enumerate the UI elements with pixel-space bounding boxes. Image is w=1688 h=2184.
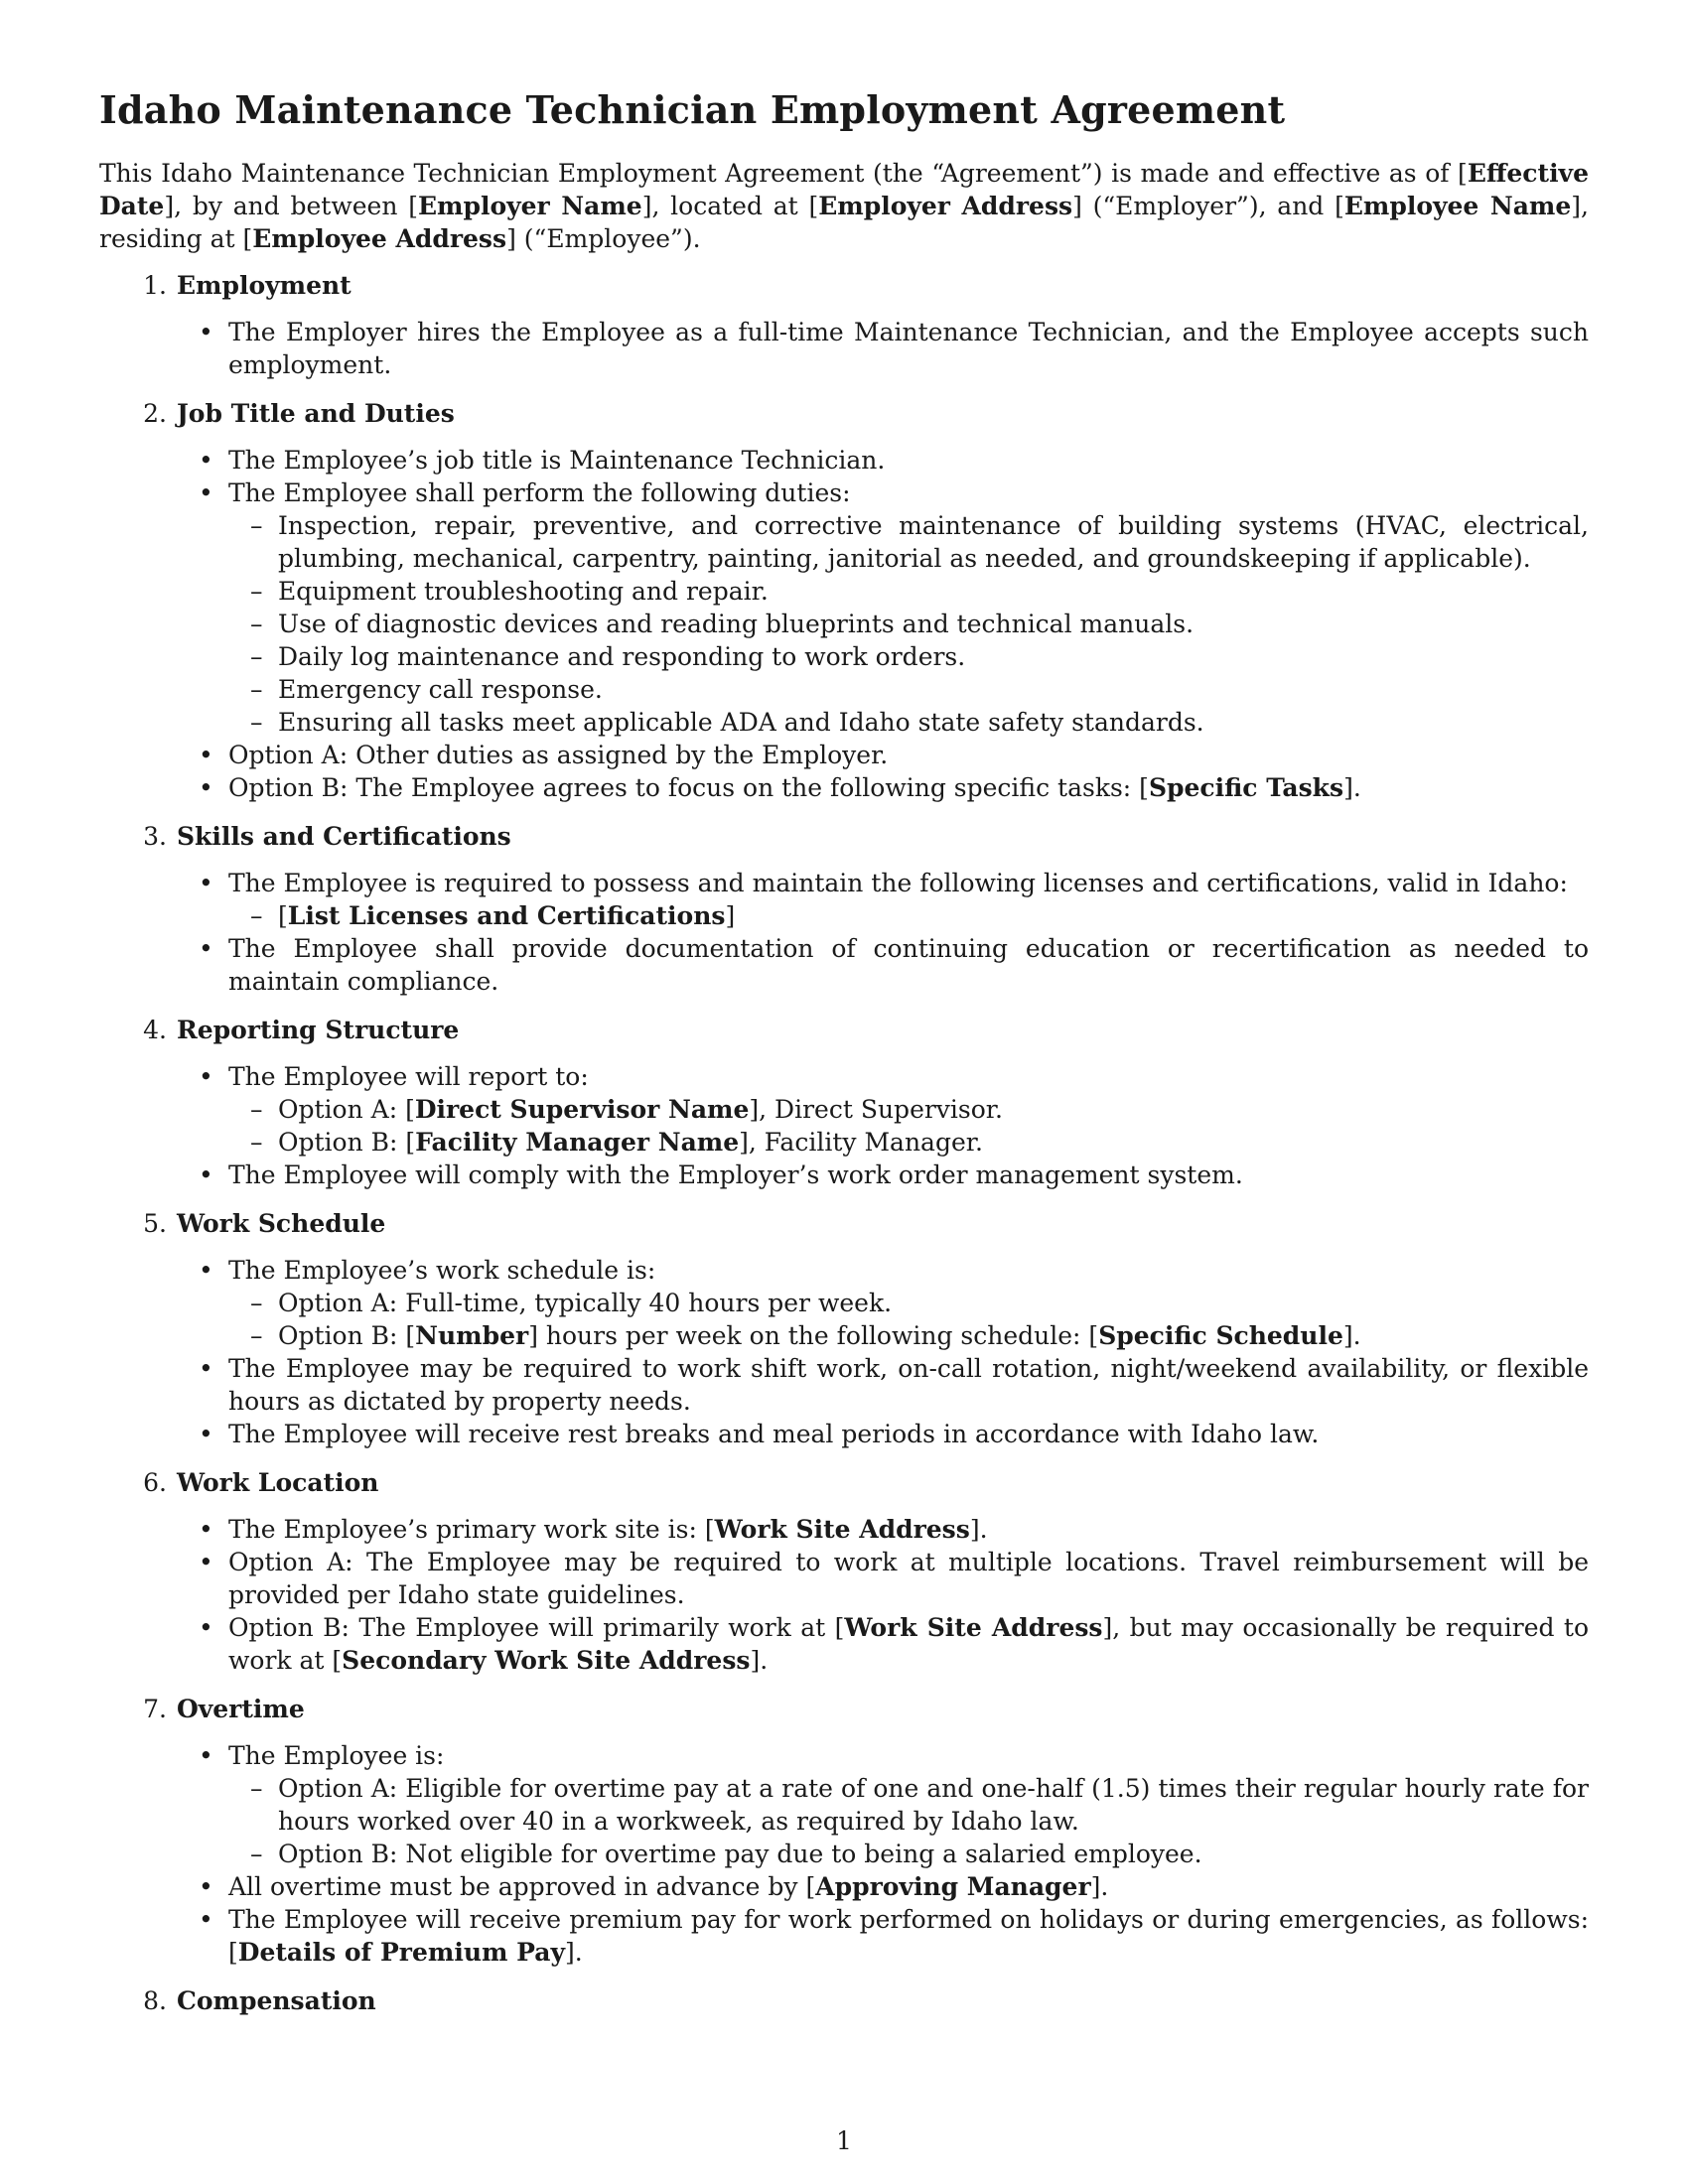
- list-item-text: All overtime must be approved in advance by [: [228, 1872, 816, 1901]
- sub-list-item: [278, 1126, 1589, 1159]
- list-item: [228, 1739, 1589, 1870]
- list-item-text: ].: [565, 1938, 583, 1967]
- section-number: 8.: [143, 1986, 167, 2015]
- section-number: 2.: [143, 399, 167, 428]
- list-item: • The Employee shall provide documentation of continuing education or recertification as needed to maintain compliance.: [228, 932, 1589, 998]
- specific-tasks-placeholder: Specific Tasks: [1148, 773, 1344, 802]
- list-item-text: Option A: [: [278, 1095, 415, 1124]
- list-item: • The Employee will receive rest breaks and meal periods in accordance with Idaho law.: [228, 1418, 1589, 1450]
- sub-list-item: – Option A: Full-time, typically 40 hours per week.: [278, 1287, 1589, 1319]
- licenses-placeholder: List Licenses and Certifications: [287, 901, 726, 930]
- section-title: Work Schedule: [176, 1209, 386, 1238]
- sub-list-item: – Emergency call response.: [278, 673, 1589, 706]
- list-item: [228, 1870, 1589, 1903]
- sub-list-item: – Daily log maintenance and responding to work orders.: [278, 640, 1589, 673]
- list-item: [228, 771, 1589, 804]
- list-item-text: The Employee will receive premium pay for work performed on holidays or during emergencies, as follows: [: [228, 1905, 1589, 1967]
- intro-text: This Idaho Maintenance Technician Employment Agreement (the “Agreement”) is made and effective as of [: [99, 159, 1468, 188]
- page-number: 1: [836, 2126, 852, 2155]
- sub-list-item: – Ensuring all tasks meet applicable ADA and Idaho state safety standards.: [278, 706, 1589, 739]
- section-work-schedule: [99, 1207, 1589, 1450]
- work-site-address-placeholder: Work Site Address: [844, 1613, 1103, 1642]
- effective-date-placeholder: Effective Date: [99, 159, 1589, 220]
- list-item-text: ].: [969, 1515, 988, 1544]
- list-item-text: ].: [1090, 1872, 1109, 1901]
- list-item: • The Employee’s job title is Maintenance Technician.: [228, 444, 1589, 477]
- approving-manager-placeholder: Approving Manager: [815, 1872, 1091, 1901]
- sub-list-item: [278, 1319, 1589, 1352]
- list-item: • Option A: The Employee may be required to work at multiple locations. Travel reimbursement will be provided per Idaho state guidelines.: [228, 1546, 1589, 1611]
- list-item-text: The Employee shall perform the following duties:: [228, 478, 851, 507]
- bracket-text: ]: [725, 901, 736, 930]
- list-item-text: ].: [750, 1646, 769, 1675]
- sub-list-item: – Inspection, repair, preventive, and corrective maintenance of building systems (HVAC, electrical, plumbing, mechanical, carpentry, painting, janitorial as needed, and groundskeeping if applicable).: [278, 509, 1589, 575]
- section-number: 7.: [143, 1695, 167, 1723]
- section-title: Employment: [176, 271, 352, 300]
- list-item: [228, 1903, 1589, 1969]
- secondary-work-site-placeholder: Secondary Work Site Address: [342, 1646, 751, 1675]
- section-number: 1.: [143, 271, 167, 300]
- sub-list-item: [278, 1093, 1589, 1126]
- section-title: Overtime: [176, 1695, 305, 1723]
- list-item-text: ].: [1342, 1321, 1361, 1350]
- intro-text: ] (“Employee”).: [506, 224, 701, 253]
- specific-schedule-placeholder: Specific Schedule: [1098, 1321, 1343, 1350]
- section-title: Job Title and Duties: [176, 399, 455, 428]
- section-number: 4.: [143, 1016, 167, 1044]
- section-employment: [99, 269, 1589, 381]
- work-site-address-placeholder: Work Site Address: [714, 1515, 970, 1544]
- section-work-location: [99, 1466, 1589, 1677]
- document-title: Idaho Maintenance Technician Employment Agreement: [99, 87, 1286, 132]
- list-item-text: ] hours per week on the following schedule: [: [528, 1321, 1099, 1350]
- list-item: [228, 1254, 1589, 1352]
- sections-list: [99, 269, 1589, 2017]
- section-title: Reporting Structure: [176, 1016, 460, 1044]
- list-item: [228, 1060, 1589, 1159]
- section-number: 6.: [143, 1468, 167, 1497]
- list-item-text: The Employee is:: [228, 1741, 445, 1770]
- list-item-text: The Employee will report to:: [228, 1062, 589, 1091]
- sub-list-item: – Option B: Not eligible for overtime pay due to being a salaried employee.: [278, 1838, 1589, 1870]
- section-title: Work Location: [176, 1468, 379, 1497]
- list-item-text: Option B: [: [278, 1128, 416, 1157]
- facility-manager-placeholder: Facility Manager Name: [415, 1128, 740, 1157]
- employer-address-placeholder: Employer Address: [818, 192, 1073, 220]
- section-title: Compensation: [176, 1986, 376, 2015]
- section-reporting-structure: [99, 1014, 1589, 1191]
- section-job-title-duties: [99, 397, 1589, 804]
- intro-text: ] (“Employer”), and [: [1072, 192, 1344, 220]
- bracket-text: [: [278, 901, 288, 930]
- employee-name-placeholder: Employee Name: [1343, 192, 1572, 220]
- direct-supervisor-placeholder: Direct Supervisor Name: [414, 1095, 750, 1124]
- list-item: [228, 1513, 1589, 1546]
- list-item: [228, 477, 1589, 739]
- section-overtime: [99, 1693, 1589, 1969]
- sub-list-item: – Use of diagnostic devices and reading blueprints and technical manuals.: [278, 608, 1589, 640]
- sub-list-item: – Option A: Eligible for overtime pay at a rate of one and one-half (1.5) times their regular hourly rate for hours worked over 40 in a workweek, as required by Idaho law.: [278, 1772, 1589, 1838]
- sub-list-item: – Equipment troubleshooting and repair.: [278, 575, 1589, 608]
- list-item-text: ], Direct Supervisor.: [749, 1095, 1003, 1124]
- section-skills-certifications: [99, 820, 1589, 998]
- list-item: [228, 1611, 1589, 1677]
- list-item: • Option A: Other duties as assigned by the Employer.: [228, 739, 1589, 771]
- premium-pay-placeholder: Details of Premium Pay: [237, 1938, 566, 1967]
- list-item-text: The Employee’s primary work site is: [: [228, 1515, 715, 1544]
- intro-text: ], by and between [: [164, 192, 418, 220]
- list-item-text: The Employee is required to possess and maintain the following licenses and certifications, valid in Idaho:: [228, 869, 1568, 897]
- section-number: 5.: [143, 1209, 167, 1238]
- intro-text: ], residing at [: [99, 192, 1589, 253]
- list-item-text: Option B: The Employee will primarily work at [: [228, 1613, 845, 1642]
- list-item-text: ], Facility Manager.: [739, 1128, 983, 1157]
- list-item: [228, 867, 1589, 932]
- list-item-text: ], but may occasionally be required to work at [: [228, 1613, 1590, 1675]
- list-item: • The Employee may be required to work shift work, on-call rotation, night/weekend availability, or flexible hours as dictated by property needs.: [228, 1352, 1589, 1418]
- list-item-text: Option B: [: [278, 1321, 416, 1350]
- section-compensation: [99, 1984, 1589, 2017]
- list-item-text: ].: [1343, 773, 1361, 802]
- employee-address-placeholder: Employee Address: [252, 224, 507, 253]
- sub-list-item: [278, 899, 1589, 932]
- list-item: • The Employee will comply with the Employer’s work order management system.: [228, 1159, 1589, 1191]
- intro-text: ], located at [: [641, 192, 819, 220]
- section-number: 3.: [143, 822, 167, 851]
- intro-paragraph: [99, 157, 1589, 255]
- list-item-text: The Employee’s work schedule is:: [228, 1256, 656, 1285]
- list-item: • The Employer hires the Employee as a full-time Maintenance Technician, and the Employee accepts such employment.: [228, 316, 1589, 381]
- document-page: [99, 87, 1589, 2033]
- section-title: Skills and Certifications: [176, 822, 511, 851]
- number-placeholder: Number: [415, 1321, 529, 1350]
- list-item-text: Option B: The Employee agrees to focus on the following specific tasks: [: [228, 773, 1149, 802]
- employer-name-placeholder: Employer Name: [417, 192, 642, 220]
